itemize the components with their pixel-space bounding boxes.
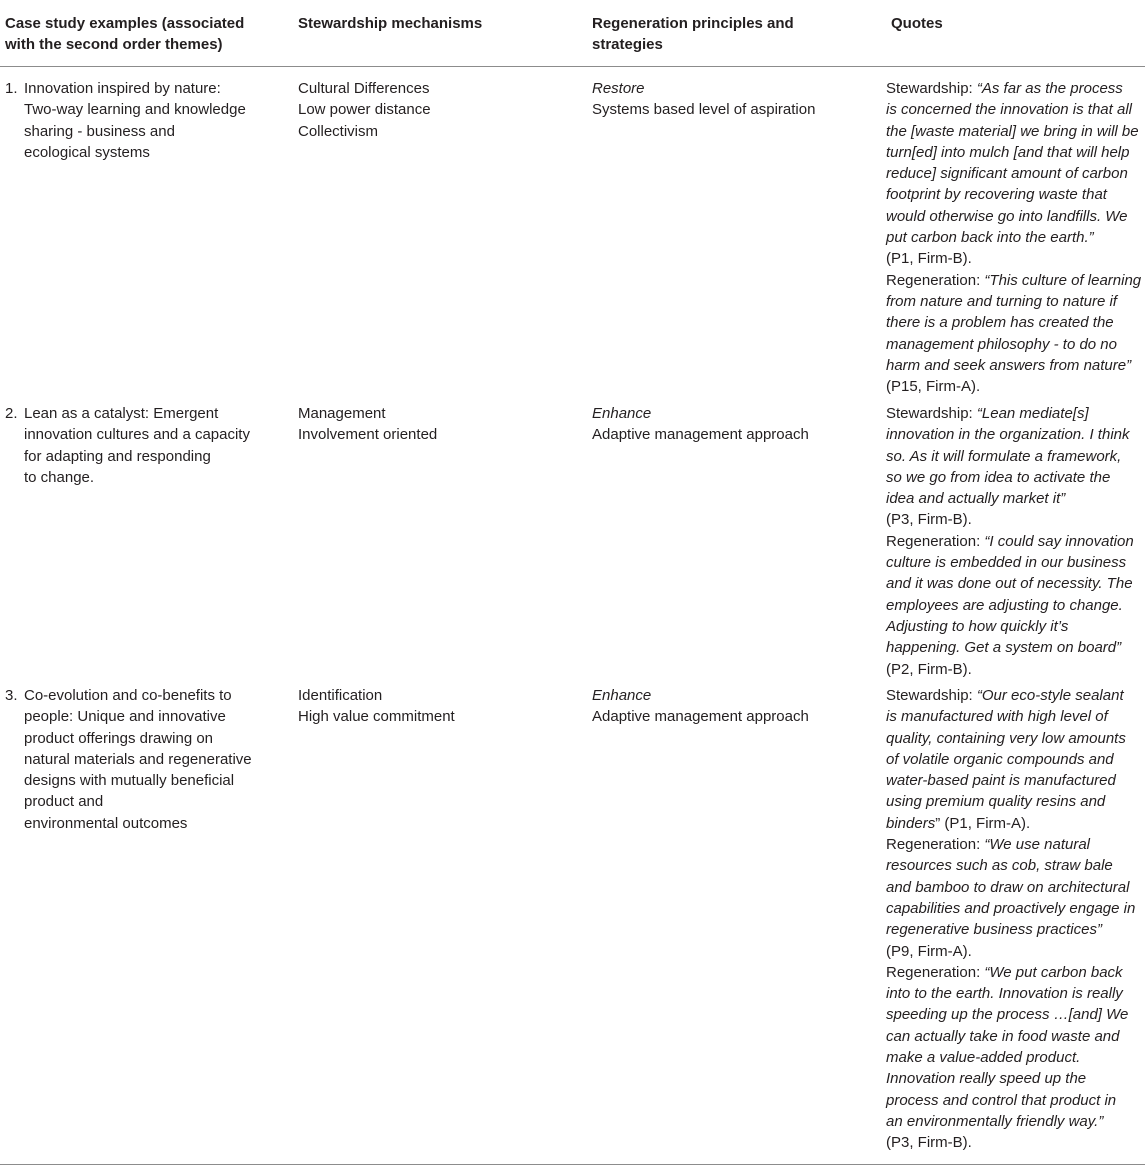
- text-line: reduce] significant amount of carbon: [886, 165, 1128, 183]
- principles-cell: [592, 78, 872, 121]
- header-quotes: Quotes: [891, 15, 943, 32]
- text-line: designs with mutually beneficial: [24, 772, 235, 790]
- text-line: (P3, Firm-B).: [886, 1134, 972, 1152]
- header-regeneration: Regeneration principles and strategies: [592, 15, 794, 53]
- text-line: make a value-added product.: [886, 1049, 1081, 1067]
- text-line: the [waste material] we bring in will be: [886, 122, 1139, 140]
- text-line: from nature and turning to nature if: [886, 292, 1117, 310]
- text-line: people: Unique and innovative: [24, 708, 226, 726]
- text-line: culture is embedded in our business: [886, 554, 1127, 572]
- text-line: there is a problem has created the: [886, 314, 1114, 332]
- text-line: Regeneration: “We use natural: [886, 836, 1091, 854]
- text-line: of volatile organic compounds and: [886, 750, 1114, 768]
- header-stewardship: Stewardship mechanisms: [298, 15, 483, 32]
- text-line: innovation in the organization. I think: [886, 426, 1130, 444]
- principle: Restore: [592, 80, 645, 97]
- principles-cell: [592, 685, 872, 728]
- row-number: 3.: [5, 687, 18, 704]
- text-line: can actually take in food waste and: [886, 1027, 1120, 1045]
- text-line: sharing - business and: [24, 122, 175, 140]
- text-line: (P1, Firm-B).: [886, 250, 972, 268]
- text-line: Adjusting to how quickly it’s: [886, 617, 1069, 635]
- text-line: Cultural Differences: [298, 80, 430, 97]
- mechanisms-cell: [298, 403, 568, 446]
- text-line: Lean as a catalyst: Emergent: [24, 405, 219, 422]
- text-line: (P15, Firm-A).: [886, 378, 981, 396]
- text-line: and bamboo to draw on architectural: [886, 878, 1130, 896]
- text-line: Management: [298, 405, 386, 422]
- text-line: Low power distance: [298, 101, 431, 119]
- text-line: environmental outcomes: [24, 814, 188, 832]
- text-line: to change.: [24, 468, 95, 486]
- text-line: product offerings drawing on: [24, 729, 214, 747]
- table-bottom-rule: [0, 1164, 1145, 1165]
- quotes-cell: [886, 403, 1144, 680]
- text-line: harm and seek answers from nature”: [886, 356, 1132, 374]
- text-line: management philosophy - to do no: [886, 335, 1117, 353]
- text-line: idea and actually market it”: [886, 490, 1066, 508]
- mechanisms-cell: [298, 685, 568, 728]
- text-line: Two-way learning and knowledge: [24, 101, 246, 119]
- text-line: Stewardship: “Lean mediate[s]: [886, 405, 1089, 422]
- text-line: resources such as cob, straw bale: [886, 857, 1113, 875]
- text-line: turn[ed] into mulch [and that will help: [886, 143, 1130, 161]
- text-line: (P3, Firm-B).: [886, 511, 972, 529]
- text-line: so we go from idea to activate the: [886, 468, 1111, 486]
- text-line: Regeneration: “This culture of learning: [886, 271, 1142, 289]
- text-line: speeding up the process …[and] We: [886, 1006, 1129, 1024]
- quotes-cell: [886, 685, 1144, 1154]
- text-line: ecological systems: [24, 143, 150, 161]
- text-line: High value commitment: [298, 708, 455, 726]
- text-line: Identification: [298, 687, 383, 704]
- text-line: would otherwise go into landfills. We: [886, 207, 1128, 225]
- case-study-cell: [5, 403, 274, 488]
- text-line: into to the earth. Innovation is really: [886, 985, 1123, 1003]
- text-line: for adapting and responding: [24, 447, 211, 465]
- strategy: Adaptive management approach: [592, 708, 809, 726]
- text-line: Stewardship: “Our eco-style sealant: [886, 687, 1124, 704]
- strategy: Systems based level of aspiration: [592, 101, 816, 119]
- text-line: is manufactured with high level of: [886, 708, 1108, 726]
- principle: Enhance: [592, 405, 652, 422]
- text-line: water-based paint is manufactured: [886, 772, 1116, 790]
- text-line: happening. Get a system on board”: [886, 639, 1122, 657]
- text-line: innovation cultures and a capacity: [24, 426, 250, 444]
- principle: Enhance: [592, 687, 652, 704]
- text-line: an environmentally friendly way.”: [886, 1112, 1104, 1130]
- text-line: process and control that product in: [886, 1091, 1117, 1109]
- header-case-study: Case study examples (associated with the second order themes): [5, 15, 245, 53]
- text-line: natural materials and regenerative: [24, 750, 252, 768]
- text-line: Involvement oriented: [298, 426, 438, 444]
- text-line: Innovation really speed up the: [886, 1070, 1087, 1088]
- header-bottom-rule: [0, 66, 1145, 67]
- text-line: product and: [24, 793, 104, 811]
- text-line: using premium quality resins and: [886, 793, 1106, 811]
- case-study-cell: [5, 78, 274, 163]
- text-line: capabilities and proactively engage in: [886, 899, 1136, 917]
- text-line: Stewardship: “As far as the process: [886, 80, 1123, 97]
- text-line: put carbon back into the earth.”: [886, 229, 1094, 247]
- text-line: Regeneration: “We put carbon back: [886, 963, 1123, 981]
- quotes-cell: [886, 78, 1144, 397]
- case-study-cell: [5, 685, 274, 834]
- row-number: 2.: [5, 405, 18, 422]
- text-line: so. As it will formulate a framework,: [886, 447, 1122, 465]
- text-line: Innovation inspired by nature:: [24, 80, 221, 97]
- row-number: 1.: [5, 80, 18, 97]
- text-line: footprint by recovering waste that: [886, 186, 1107, 204]
- text-line: quality, containing very low amounts: [886, 729, 1126, 747]
- strategy: Adaptive management approach: [592, 426, 809, 444]
- text-line: Co-evolution and co-benefits to: [24, 687, 232, 704]
- text-line: Regeneration: “I could say innovation: [886, 532, 1134, 550]
- text-line: is concerned the innovation is that all: [886, 101, 1132, 119]
- text-line: (P2, Firm-B).: [886, 660, 972, 678]
- text-line: (P9, Firm-A).: [886, 942, 972, 960]
- mechanisms-cell: [298, 78, 568, 142]
- principles-cell: [592, 403, 872, 446]
- text-line: regenerative business practices”: [886, 921, 1102, 939]
- text-line: and it was done out of necessity. The: [886, 575, 1133, 593]
- text-line: Collectivism: [298, 122, 379, 140]
- text-line: binders” (P1, Firm-A).: [886, 814, 1031, 832]
- text-line: employees are adjusting to change.: [886, 596, 1123, 614]
